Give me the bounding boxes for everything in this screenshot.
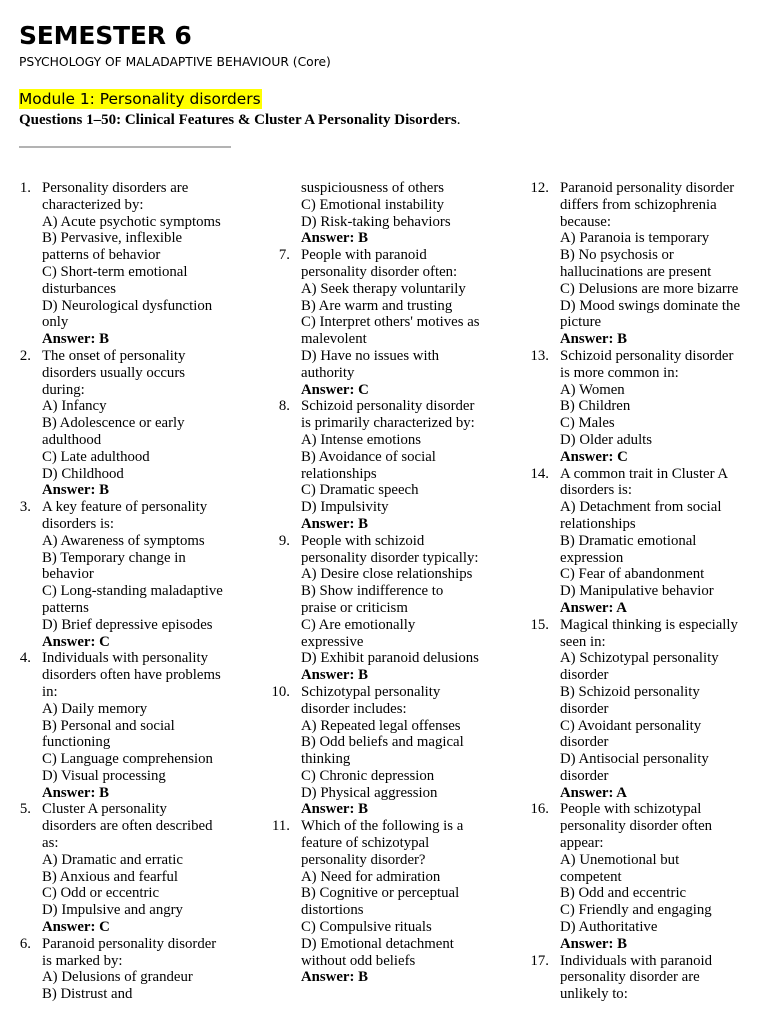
question-item <box>15 650 237 801</box>
question-line: A) Schizotypal personality <box>560 650 719 667</box>
question-line: C) Long-standing maladaptive <box>42 583 223 600</box>
question-line: Schizoid personality disorder <box>560 347 734 364</box>
question-range-heading <box>19 111 461 129</box>
question-line: thinking <box>301 751 351 768</box>
question-line: distortions <box>301 902 364 919</box>
question-line: A) Repeated legal offenses <box>301 717 461 734</box>
question-item <box>274 180 496 247</box>
question-range-text: Questions 1–50: Clinical Features & Cluster A Personality Disorders <box>19 112 457 128</box>
question-line: Which of the following is a <box>301 818 464 835</box>
question-item <box>271 683 496 818</box>
question-line: A) Intense emotions <box>301 431 421 448</box>
question-column-3 <box>530 180 755 1003</box>
question-column-1 <box>15 180 237 1003</box>
question-line: People with schizotypal <box>560 801 702 818</box>
question-line: adulthood <box>42 431 102 448</box>
question-line: B) Show indifference to <box>301 583 444 600</box>
question-line: B) Temporary change in <box>42 549 186 566</box>
question-line: People with paranoid <box>301 247 427 264</box>
question-line: personality disorder are <box>560 969 700 986</box>
page-title: SEMESTER 6 <box>19 21 192 50</box>
question-line: is more common in: <box>560 364 679 381</box>
question-line: A) Desire close relationships <box>301 566 473 583</box>
answer-key: Answer: C <box>42 633 110 650</box>
answer-key: Answer: B <box>301 667 368 684</box>
question-item <box>274 398 496 532</box>
question-item <box>15 936 237 1003</box>
question-line: disorders is: <box>42 515 114 532</box>
question-item <box>530 616 755 802</box>
question-line: disorders often have problems <box>42 667 221 684</box>
question-line: praise or criticism <box>301 599 408 616</box>
question-line: A key feature of personality <box>42 499 208 516</box>
question-line: disorder <box>560 734 609 751</box>
question-item <box>15 801 237 935</box>
question-line: Schizotypal personality <box>301 683 441 700</box>
question-column-2 <box>271 180 496 986</box>
question-line: D) Brief depressive episodes <box>42 616 213 633</box>
question-line: Individuals with personality <box>42 650 209 667</box>
answer-key: Answer: B <box>42 482 109 499</box>
divider <box>19 146 231 148</box>
question-line: D) Neurological dysfunction <box>42 297 213 314</box>
question-line: D) Emotional detachment <box>301 935 454 952</box>
answer-key: Answer: B <box>42 331 109 348</box>
question-line: A) Infancy <box>42 398 107 415</box>
question-line: suspiciousness of others <box>301 180 445 196</box>
question-number: 12. <box>530 180 549 196</box>
question-item <box>15 180 237 348</box>
question-line: relationships <box>301 465 377 482</box>
question-line: hallucinations are present <box>560 263 712 280</box>
question-line: Schizoid personality disorder <box>301 398 475 415</box>
question-line: C) Avoidant personality <box>560 717 702 734</box>
question-line: because: <box>560 213 611 230</box>
question-line: characterized by: <box>42 196 144 213</box>
answer-key: Answer: B <box>42 784 109 801</box>
question-line: personality disorder typically: <box>301 549 479 566</box>
question-line: disorder <box>560 767 609 784</box>
question-line: A) Women <box>560 381 625 398</box>
question-line: patterns <box>42 599 89 616</box>
question-line: appear: <box>560 835 604 852</box>
question-number: 17. <box>530 952 549 969</box>
question-item <box>274 247 496 398</box>
question-line: B) Schizoid personality <box>560 683 700 700</box>
answer-key: Answer: A <box>560 599 627 616</box>
question-line: is primarily characterized by: <box>301 415 475 432</box>
question-number: 6. <box>19 935 31 952</box>
question-number: 8. <box>278 398 290 415</box>
question-line: only <box>42 314 69 331</box>
question-item <box>15 348 237 499</box>
question-line: unlikely to: <box>560 986 628 1003</box>
question-line: feature of schizotypal <box>301 835 430 852</box>
question-line: Cluster A personality <box>42 801 167 818</box>
question-number: 4. <box>19 650 31 667</box>
question-line: C) Late adulthood <box>42 448 150 465</box>
course-subtitle: PSYCHOLOGY OF MALADAPTIVE BEHAVIOUR (Core) <box>19 55 331 69</box>
question-line: D) Childhood <box>42 465 124 482</box>
question-line: relationships <box>560 515 636 532</box>
question-line: disorders usually occurs <box>42 364 186 381</box>
answer-key: Answer: B <box>301 801 368 818</box>
question-line: disorder includes: <box>301 700 407 717</box>
question-number: 13. <box>530 347 549 364</box>
question-line: in: <box>42 683 58 700</box>
question-line: disorder <box>560 667 609 684</box>
question-line: D) Older adults <box>560 431 653 448</box>
question-line: D) Visual processing <box>42 767 166 784</box>
question-line: A) Need for admiration <box>301 868 441 885</box>
question-line: during: <box>42 381 85 398</box>
question-line: Individuals with paranoid <box>560 952 713 969</box>
question-item <box>530 801 755 952</box>
question-line: disorders are often described <box>42 818 213 835</box>
question-line: A) Awareness of symptoms <box>42 532 205 549</box>
question-number: 5. <box>19 801 31 818</box>
question-line: A) Acute psychotic symptoms <box>42 213 221 230</box>
question-item <box>530 465 755 617</box>
question-number: 11. <box>272 818 290 835</box>
question-line: B) Avoidance of social <box>301 448 436 465</box>
question-line: A) Delusions of grandeur <box>42 969 193 986</box>
question-line: A) Daily memory <box>42 700 148 717</box>
question-line: B) Anxious and fearful <box>42 868 179 885</box>
question-range-period: . <box>456 112 461 128</box>
question-line: B) Adolescence or early <box>42 415 185 432</box>
question-line: C) Emotional instability <box>301 196 445 213</box>
question-line: competent <box>560 868 622 885</box>
question-line: B) No psychosis or <box>560 247 674 264</box>
question-number: 1. <box>19 180 31 196</box>
question-line: is marked by: <box>42 952 123 969</box>
question-line: expression <box>560 549 624 566</box>
question-line: C) Compulsive rituals <box>301 919 432 936</box>
question-line: without odd beliefs <box>301 952 416 969</box>
question-line: C) Fear of abandonment <box>560 566 705 583</box>
question-number: 10. <box>271 683 290 700</box>
question-line: C) Chronic depression <box>301 767 435 784</box>
question-item <box>530 347 755 466</box>
question-line: C) Short-term emotional <box>42 263 188 280</box>
question-line: seen in: <box>560 633 606 650</box>
question-line: B) Odd and eccentric <box>560 885 687 902</box>
question-line: A) Unemotional but <box>560 851 680 868</box>
question-line: personality disorder often: <box>301 263 458 280</box>
question-line: A) Paranoia is temporary <box>560 230 710 247</box>
question-line: authority <box>301 364 355 381</box>
question-line: C) Males <box>560 415 615 432</box>
question-line: B) Children <box>560 398 631 415</box>
question-number: 15. <box>530 616 549 633</box>
question-line: Paranoid personality disorder <box>42 935 217 952</box>
question-line: malevolent <box>301 331 367 348</box>
question-line: D) Antisocial personality <box>560 751 709 768</box>
question-item <box>274 533 496 684</box>
question-number: 2. <box>19 347 31 364</box>
question-number: 9. <box>278 532 290 549</box>
answer-key: Answer: B <box>560 331 627 348</box>
question-line: D) Have no issues with <box>301 347 440 364</box>
question-line: functioning <box>42 734 111 751</box>
answer-key: Answer: A <box>560 784 627 801</box>
question-line: C) Language comprehension <box>42 751 213 768</box>
answer-key: Answer: B <box>560 935 627 952</box>
question-line: expressive <box>301 633 364 650</box>
question-line: D) Risk-taking behaviors <box>301 213 451 230</box>
question-line: B) Dramatic emotional <box>560 532 697 549</box>
question-line: People with schizoid <box>301 532 425 549</box>
question-line: disturbances <box>42 280 116 297</box>
question-line: B) Distrust and <box>42 986 133 1003</box>
answer-key: Answer: C <box>560 448 628 465</box>
question-line: D) Physical aggression <box>301 784 438 801</box>
question-line: D) Authoritative <box>560 919 658 936</box>
question-line: behavior <box>42 566 94 583</box>
question-line: Paranoid personality disorder <box>560 180 735 196</box>
question-line: B) Cognitive or perceptual <box>301 885 460 902</box>
question-line: A) Seek therapy voluntarily <box>301 280 466 297</box>
question-line: Personality disorders are <box>42 180 189 196</box>
question-line: D) Impulsivity <box>301 499 389 516</box>
question-line: C) Interpret others' motives as <box>301 314 480 331</box>
answer-key: Answer: C <box>42 919 110 936</box>
question-line: D) Impulsive and angry <box>42 902 183 919</box>
question-line: The onset of personality <box>42 347 186 364</box>
question-line: A common trait in Cluster A <box>560 465 729 482</box>
question-line: D) Mood swings dominate the <box>560 297 741 314</box>
question-line: picture <box>560 314 602 331</box>
question-item <box>15 499 237 650</box>
question-line: C) Dramatic speech <box>301 482 419 499</box>
answer-key: Answer: B <box>301 969 368 986</box>
question-line: C) Odd or eccentric <box>42 885 160 902</box>
question-line: disorder <box>560 700 609 717</box>
question-line: Magical thinking is especially <box>560 616 738 633</box>
question-line: B) Personal and social <box>42 717 175 734</box>
question-line: A) Dramatic and erratic <box>42 851 183 868</box>
answer-key: Answer: C <box>301 381 369 398</box>
question-line: personality disorder often <box>560 818 713 835</box>
question-line: C) Are emotionally <box>301 616 416 633</box>
question-item <box>530 952 755 1003</box>
question-line: B) Are warm and trusting <box>301 297 453 314</box>
question-number: 14. <box>530 465 549 482</box>
question-line: A) Detachment from social <box>560 499 722 516</box>
question-line: patterns of behavior <box>42 247 161 264</box>
question-number: 7. <box>278 247 290 264</box>
question-number: 3. <box>19 499 31 516</box>
question-line: D) Manipulative behavior <box>560 583 714 600</box>
question-line: differs from schizophrenia <box>560 196 717 213</box>
question-number: 16. <box>530 801 549 818</box>
question-item <box>274 818 496 986</box>
question-line: C) Friendly and engaging <box>560 902 712 919</box>
question-line: D) Exhibit paranoid delusions <box>301 650 479 667</box>
question-line: disorders is: <box>560 482 632 499</box>
question-line: personality disorder? <box>301 851 426 868</box>
question-item <box>530 180 755 348</box>
question-line: C) Delusions are more bizarre <box>560 280 739 297</box>
answer-key: Answer: B <box>301 515 368 532</box>
question-line: B) Odd beliefs and magical <box>301 734 464 751</box>
question-line: as: <box>42 835 59 852</box>
answer-key: Answer: B <box>301 230 368 247</box>
question-line: B) Pervasive, inflexible <box>42 230 183 247</box>
module-heading: Module 1: Personality disorders <box>19 90 261 108</box>
